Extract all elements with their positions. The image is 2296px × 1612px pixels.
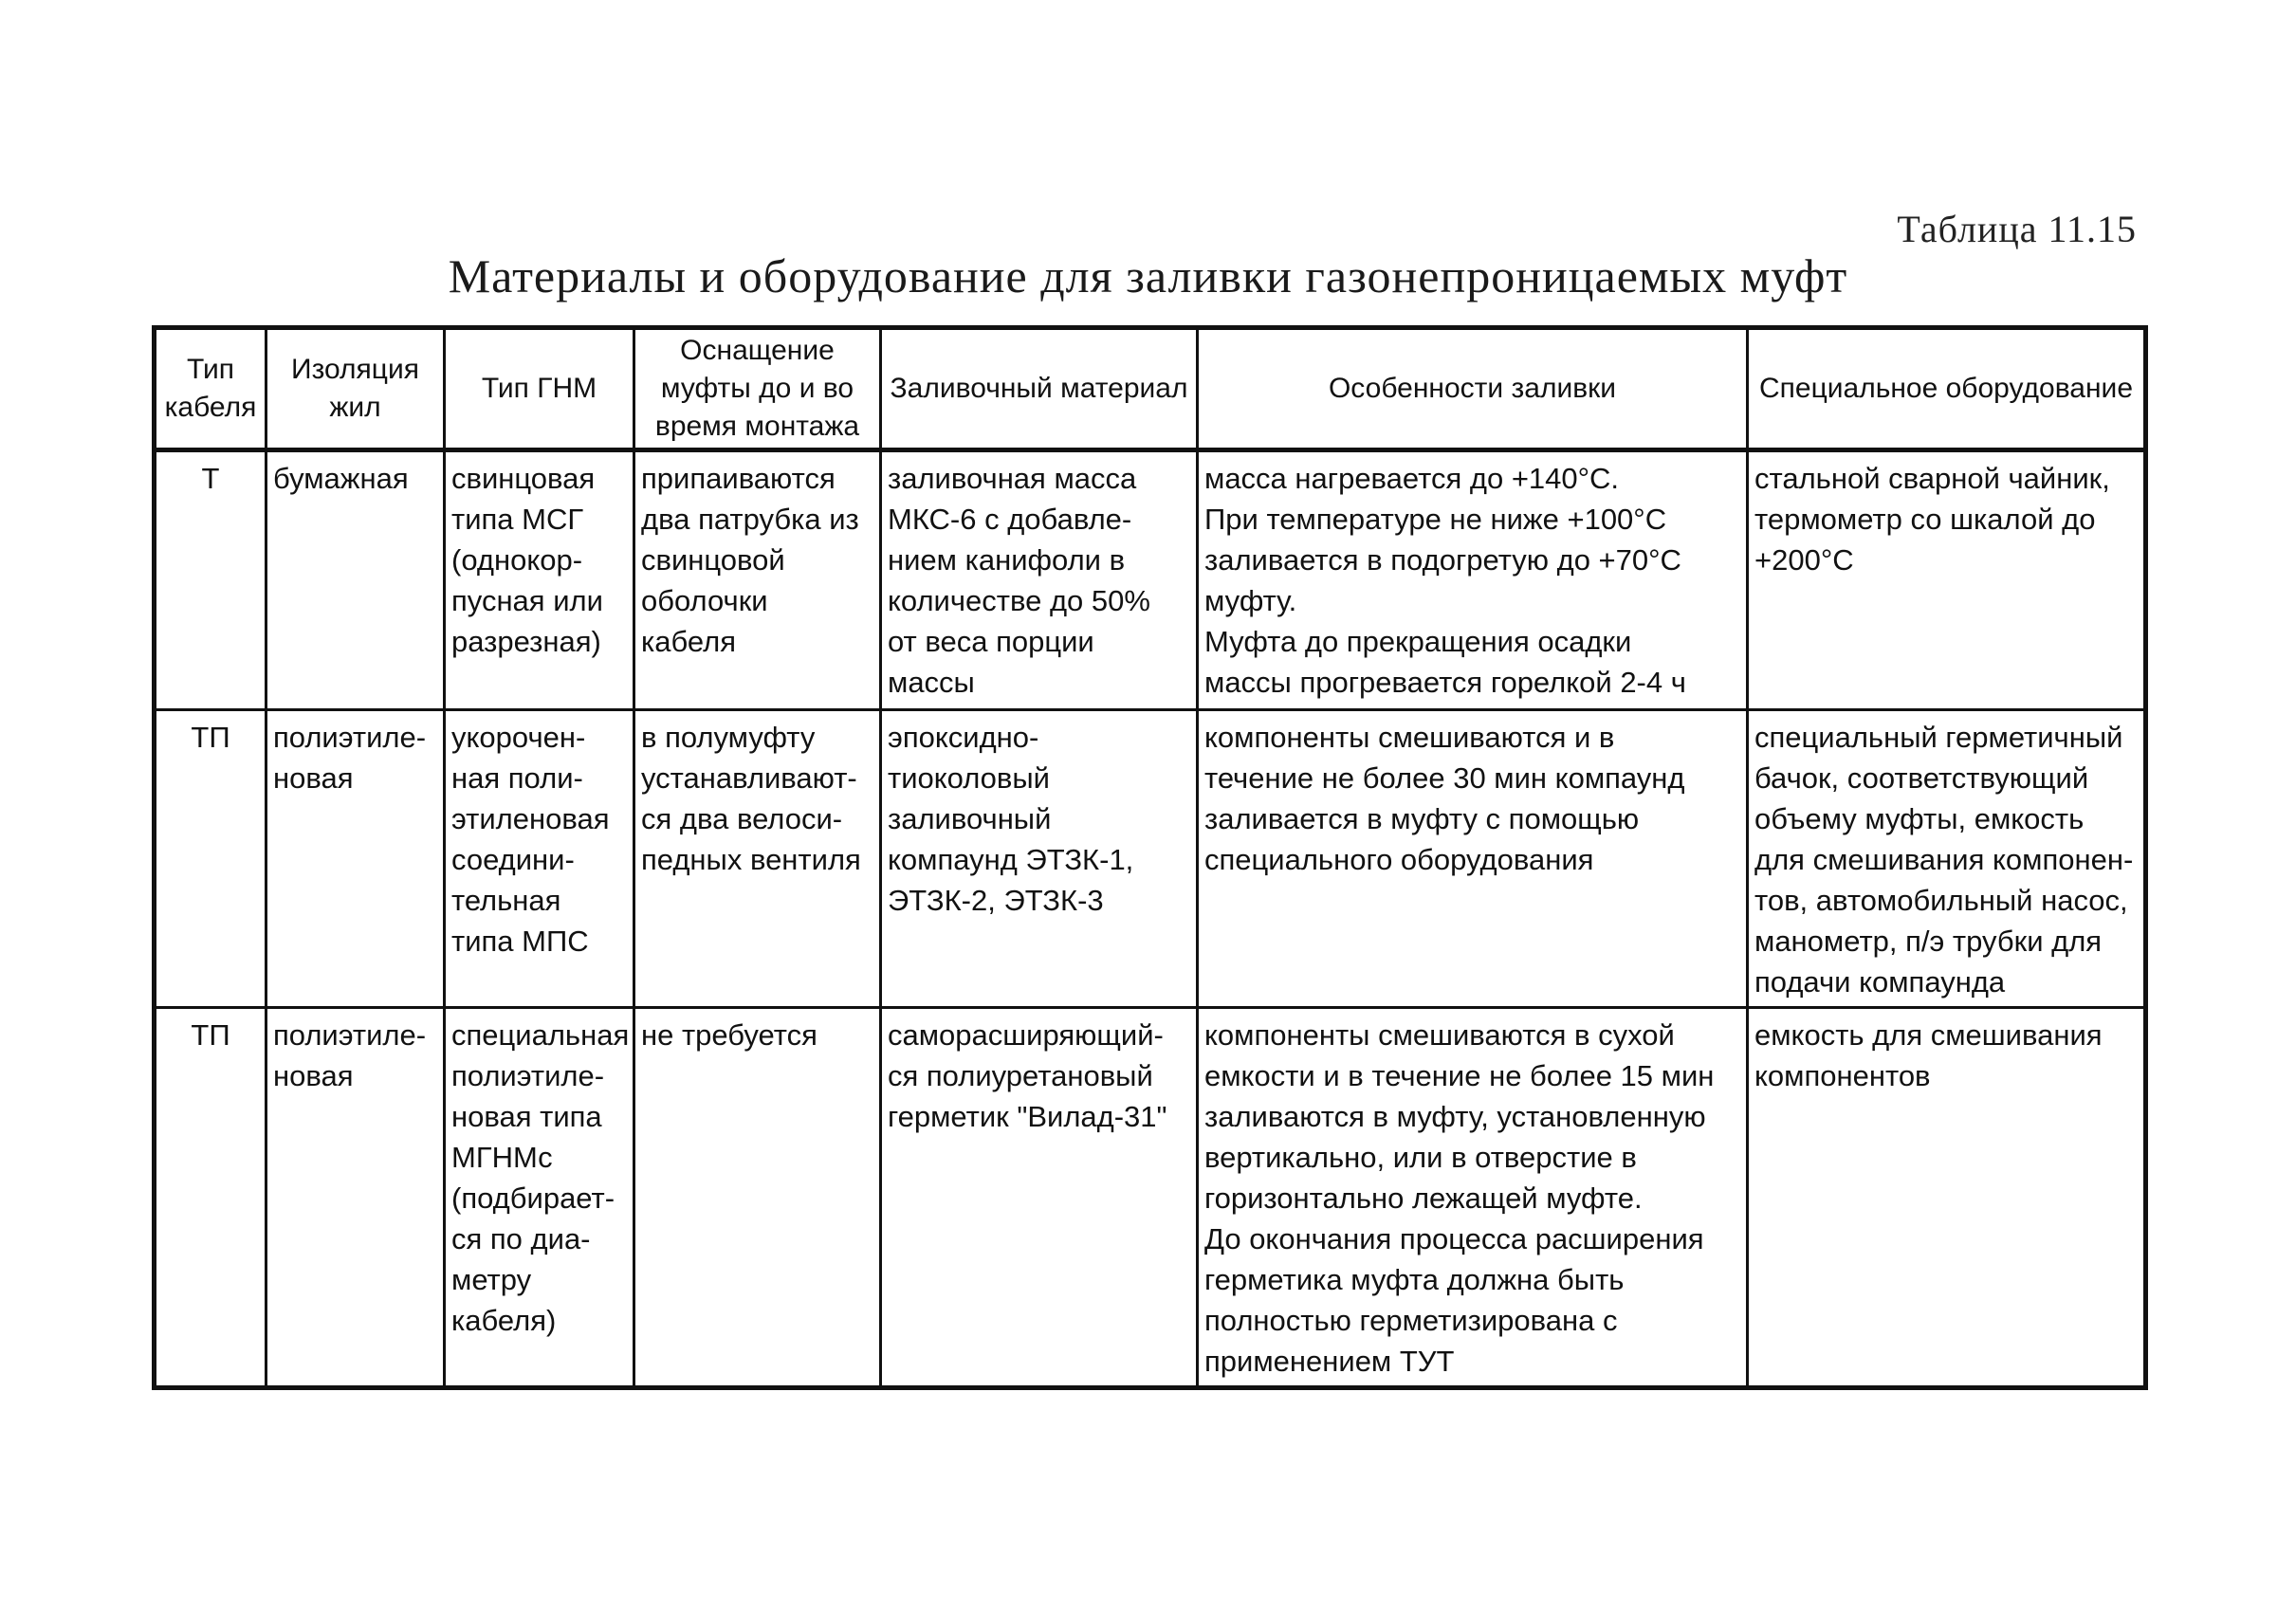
cell-cable-type: ТП <box>155 710 266 1008</box>
table-title: Материалы и оборудование для заливки газонепроницаемых муфт <box>448 249 1848 302</box>
cell-filling-features: масса нагревается до +140°С. При температуре не ниже +100°С заливается в подогретую до +70°С муфту. Муфта до прекращения осадки массы прогревается горелкой 2-4 ч <box>1198 450 1748 710</box>
header-special-equipment: Специальное оборудование <box>1748 328 2146 450</box>
cell-filling-material: саморасширяющий- ся полиуретановый герметик "Вилад-31" <box>881 1008 1198 1388</box>
cell-cable-type: ТП <box>155 1008 266 1388</box>
header-insulation: Изоляция жил <box>266 328 445 450</box>
cell-special-equipment: емкость для смешивания компонентов <box>1748 1008 2146 1388</box>
cell-cable-type: Т <box>155 450 266 710</box>
table-row <box>155 450 2146 710</box>
cell-gnm-type: специальная полиэтиле- новая типа МГНМс (подбирает- ся по диа- метру кабеля) <box>445 1008 634 1388</box>
table-number-label: Таблица 11.15 <box>1897 208 2137 250</box>
cell-filling-material: заливочная масса МКС-6 с добавле- нием канифоли в количестве до 50% от веса порции массы <box>881 450 1198 710</box>
cell-equipment-mounting: не требуется <box>634 1008 881 1388</box>
cell-filling-material: эпоксидно- тиоколовый заливочный компаунд ЭТЗК-1, ЭТЗК-2, ЭТЗК-3 <box>881 710 1198 1008</box>
cell-insulation: полиэтиле- новая <box>266 1008 445 1388</box>
cell-gnm-type: свинцовая типа МСГ (однокор- пусная или разрезная) <box>445 450 634 710</box>
cell-special-equipment: специальный герметичный бачок, соответствующий объему муфты, емкость для смешивания компонен- тов, автомобильный насос, манометр, п/э трубки для подачи компаунда <box>1748 710 2146 1008</box>
header-cable-type: Тип кабеля <box>155 328 266 450</box>
table-row <box>155 1008 2146 1388</box>
cell-insulation: полиэтиле- новая <box>266 710 445 1008</box>
cell-equipment-mounting: припаиваются два патрубка из свинцовой оболочки кабеля <box>634 450 881 710</box>
header-filling-material: Заливочный материал <box>881 328 1198 450</box>
cell-gnm-type: укорочен- ная поли- этиленовая соедини- тельная типа МПС <box>445 710 634 1008</box>
header-equipment-mounting: Оснащение муфты до и во время монтажа <box>634 328 881 450</box>
cell-special-equipment: стальной сварной чайник, термометр со шкалой до +200°С <box>1748 450 2146 710</box>
cell-filling-features: компоненты смешиваются и в течение не более 30 мин компаунд заливается в муфту с помощью специального оборудования <box>1198 710 1748 1008</box>
cell-insulation: бумажная <box>266 450 445 710</box>
header-row <box>155 328 2146 450</box>
header-filling-features: Особенности заливки <box>1198 328 1748 450</box>
materials-table <box>152 325 2148 1390</box>
cell-filling-features: компоненты смешиваются в сухой емкости и в течение не более 15 мин заливаются в муфту, установленную вертикально, или в отверстие в горизонтально лежащей муфте. До окончания процесса расширения герметика муфта должна быть полностью герметизирована с применением ТУТ <box>1198 1008 1748 1388</box>
table-row <box>155 710 2146 1008</box>
cell-equipment-mounting: в полумуфту устанавливают- ся два велоси- педных вентиля <box>634 710 881 1008</box>
header-gnm-type: Тип ГНМ <box>445 328 634 450</box>
